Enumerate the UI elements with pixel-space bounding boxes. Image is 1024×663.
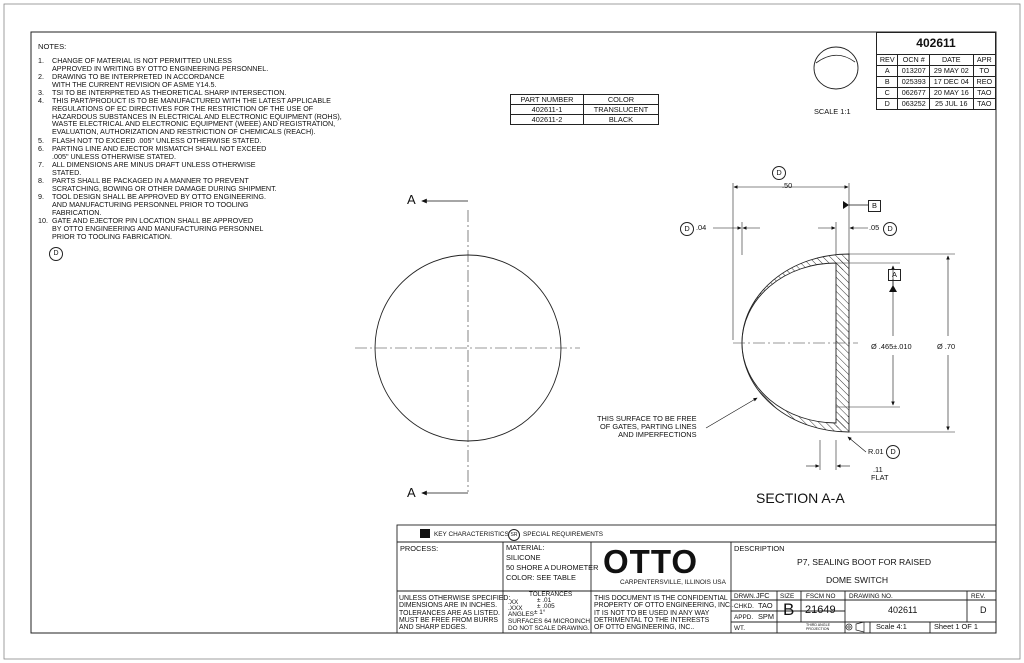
dim-flag: D [680, 222, 694, 236]
scale-label: SCALE 1:1 [814, 107, 851, 116]
dim-flag: D [883, 222, 897, 236]
fscm-value: 21649 [805, 604, 836, 616]
rev-cell: 20 MAY 16 [929, 88, 973, 99]
surface-note-leader [706, 398, 757, 428]
part-table-header: COLOR [584, 95, 659, 105]
drawing-no-label: DRAWING NO. [849, 593, 893, 600]
tolerance-surface: SURFACES 64 MICROINCH [508, 618, 591, 625]
rev-cell: 063252 [898, 99, 929, 110]
tolerance-key: .XXX [508, 605, 523, 612]
special-requirements-label: SPECIAL REQUIREMENTS [523, 531, 604, 538]
rev-value: D [980, 605, 987, 615]
note-item: 3. TSI TO BE INTERPRETED AS THEORETICAL SHARP INTERSECTION. [38, 88, 287, 97]
note-item: 6. PARTING LINE AND EJECTOR MISMATCH SHALL NOT EXCEED .005" UNLESS OTHERWISE STATED. [38, 144, 267, 161]
part-table-cell: TRANSLUCENT [584, 105, 659, 115]
rev-header: OCN # [898, 55, 929, 66]
note-item: 10. GATE AND EJECTOR PIN LOCATION SHALL BE APPROVED BY OTTO ENGINEERING AND MANUFACTURING PERSONNEL PRIOR TO TOOLING FABRICATION. [38, 216, 264, 241]
rev-cell: A [877, 66, 898, 77]
part-number-table [510, 94, 659, 125]
checked-label: CHKD. [734, 603, 754, 610]
rev-header: APR [973, 55, 995, 66]
section-cut-label-bottom: A [407, 485, 416, 500]
description-line2: DOME SWITCH [826, 575, 889, 585]
rev-cell: 17 DEC 04 [929, 77, 973, 88]
third-angle-projection-icon [846, 622, 864, 632]
material-line: COLOR: SEE TABLE [506, 573, 576, 582]
rev-cell: TO [973, 66, 995, 77]
approved-label: APPD. [734, 614, 754, 621]
tolerance-key: .XX [508, 599, 519, 606]
material-line: 50 SHORE A DUROMETER [506, 563, 599, 572]
surface-note: THIS SURFACE TO BE FREE OF GATES, PARTING LINES AND IMPERFECTIONS [597, 414, 697, 440]
tolerance-noscale: DO NOT SCALE DRAWING. [508, 625, 590, 632]
dim-flat-label: FLAT [871, 473, 889, 482]
rev-cell: 062677 [898, 88, 929, 99]
scale-dome-edge [816, 55, 855, 63]
datum-b-triangle [843, 201, 849, 209]
revision-table [876, 54, 996, 110]
dim-flat: .11 [873, 465, 883, 474]
tolerances-title: TOLERANCES [529, 591, 573, 598]
radius-leader [848, 437, 866, 452]
material-label: MATERIAL: [506, 543, 545, 552]
weight-label: WT. [734, 625, 746, 632]
dim-right-offset: .05 [869, 223, 880, 232]
dim-overall-width: .50 [782, 181, 793, 190]
note-item: 4. THIS PART/PRODUCT IS TO BE MANUFACTURED WITH THE LATEST APPLICABLE REGULATIONS OF EC DIRECTIVES FOR THE RESTRICTION OF THE USE OF HAZARDOUS SUBSTANCES IN ELECTRICAL AND ELECTRONIC EQUIPMENT (ROHS), WASTE ELECTRICAL AND ELECTRONIC EQUIPMENT (WEEE) AND REGISTRATION, EVALUATION, AUTHORIZATION AND RESTRICTION OF CHEMICALS (REACH). [38, 96, 342, 137]
dim-flag: D [772, 166, 786, 180]
company-location: CARPENTERSVILLE, ILLINOIS USA [620, 579, 726, 586]
dim-radius: R.01 [868, 447, 884, 456]
size-label: SIZE [780, 593, 795, 600]
description-line1: P7, SEALING BOOT FOR RAISED [797, 557, 932, 567]
dim-left-offset: .04 [696, 223, 707, 232]
process-label: PROCESS: [400, 544, 439, 553]
drawn-label: DRWN. [734, 593, 756, 600]
rev-cell: 25 JUL 16 [929, 99, 973, 110]
note-item: 2. DRAWING TO BE INTERPRETED IN ACCORDANCE WITH THE CURRENT REVISION OF ASME Y14.5. [38, 72, 225, 89]
rev-cell: REO [973, 77, 995, 88]
notes-title: NOTES: [38, 42, 67, 51]
description-label: DESCRIPTION [734, 544, 785, 553]
tolerance-value: ± .005 [537, 603, 555, 610]
tolerance-key: ANGLES [508, 611, 534, 618]
rev-cell: 025393 [898, 77, 929, 88]
tolerance-value: ± .01 [537, 597, 552, 604]
projection-label: THIRD ANGLE PROJECTION [806, 623, 830, 631]
rev-cell: TAO [973, 99, 995, 110]
confidential-notice: THIS DOCUMENT IS THE CONFIDENTIAL PROPERTY OF OTTO ENGINEERING, INC.. IT IS NOT TO BE USED IN ANY WAY DETRIMENTAL TO THE INTERESTS OF OTTO ENGINEERING, INC.. [594, 595, 734, 632]
section-title: SECTION A-A [756, 490, 845, 506]
rev-cell: 29 MAY 02 [929, 66, 973, 77]
key-characteristics-label: KEY CHARACTERISTICS [434, 531, 509, 538]
note-item: 7. ALL DIMENSIONS ARE MINUS DRAFT UNLESS OTHERWISE STATED. [38, 160, 256, 177]
scale-dome-view [814, 47, 858, 89]
rev-cell: TAO [973, 88, 995, 99]
flange-bottom-hatch [836, 416, 849, 428]
section-cut-label-top: A [407, 192, 416, 207]
front-view [355, 201, 580, 493]
rev-header: DATE [929, 55, 973, 66]
drawing-no-value: 402611 [888, 605, 918, 615]
checked-value: TAO [758, 601, 773, 610]
note-item: 1. CHANGE OF MATERIAL IS NOT PERMITTED UNLESS APPROVED IN WRITING BY OTTO ENGINEERING PERSONNEL. [38, 56, 269, 73]
section-view [706, 183, 955, 470]
part-table-cell: BLACK [584, 115, 659, 125]
rev-label: REV. [971, 593, 986, 600]
unless-specified-text: UNLESS OTHERWISE SPECIFIED: DIMENSIONS ARE IN INCHES. TOLERANCES ARE AS LISTED. MUST BE FREE FROM BURRS AND SHARP EDGES. [399, 595, 511, 632]
rev-cell: D [877, 99, 898, 110]
scale-value: Scale 4:1 [876, 622, 907, 631]
dim-flag: D [886, 445, 900, 459]
size-value: B [783, 600, 795, 619]
sheet-value: Sheet 1 OF 1 [934, 622, 978, 631]
datum-a-triangle [889, 285, 897, 292]
special-req-icon: SR [508, 529, 520, 541]
note-item: 5. FLASH NOT TO EXCEED .005" UNLESS OTHERWISE STATED. [38, 136, 262, 145]
rev-cell: B [877, 77, 898, 88]
datum-b-box: B [868, 200, 881, 212]
fscm-label: FSCM NO [806, 593, 836, 600]
note-item: 8. PARTS SHALL BE PACKAGED IN A MANNER TO PREVENT SCRATCHING, BOWING OR OTHER DAMAGE DURING SHIPMENT. [38, 176, 277, 193]
note-item: 9. TOOL DESIGN SHALL BE APPROVED BY OTTO ENGINEERING. AND MANUFACTURING PERSONNEL PRIOR TO TOOLING FABRICATION. [38, 192, 266, 217]
part-table-cell: 402611-2 [511, 115, 584, 125]
part-table-cell: 402611-1 [511, 105, 584, 115]
tolerance-value: ± 1° [534, 609, 546, 616]
rev-cell: C [877, 88, 898, 99]
revision-block-number: 402611 [876, 32, 996, 55]
datum-a-box: A [888, 269, 901, 281]
dim-inner-diameter: Ø .465±.010 [871, 342, 912, 351]
revision-block [876, 32, 996, 110]
company-logo: OTTO [603, 543, 699, 580]
material-line: SILICONE [506, 553, 541, 562]
rev-cell: 013207 [898, 66, 929, 77]
drawn-value: JFC [756, 591, 770, 600]
approved-value: SPM [758, 612, 775, 621]
flange-top-hatch [836, 258, 849, 270]
note-rev-flag: D [49, 247, 63, 261]
dim-outer-diameter: Ø .70 [937, 342, 956, 351]
part-table-header: PART NUMBER [511, 95, 584, 105]
rev-header: REV [877, 55, 898, 66]
key-characteristics-symbol [420, 529, 430, 538]
